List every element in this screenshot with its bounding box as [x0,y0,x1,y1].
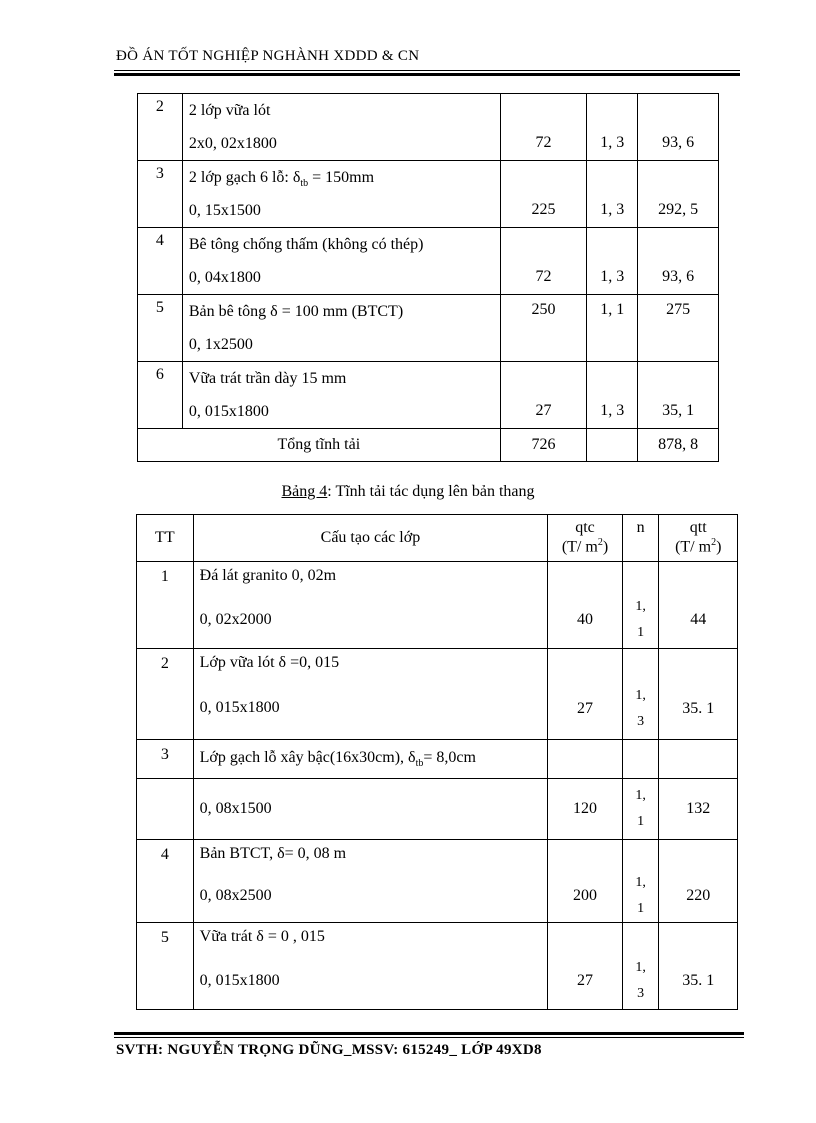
layer-description: 2 lớp vữa lót 2x0, 02x1800 [182,94,500,161]
table-total-row [138,429,719,462]
n-value: 1, 3 [622,923,659,1010]
n-value: 1, 3 [587,161,638,228]
qtt-value: 35. 1 [659,649,738,740]
qtt-empty [659,740,738,779]
header-qtc: qtc (T/ $m^2$) [548,515,623,562]
header-desc: Cấu tạo các lớp [193,515,548,562]
page-footer: SVTH: NGUYỄN TRỌNG DŨNG_MSSV: 615249_ LỚP 49XD8 [116,1042,542,1058]
table-caption: Bảng 4: Tĩnh tải tác dụng lên bản thang [281,483,535,500]
qtt-value: 132 [659,779,738,840]
total-label: Tổng tĩnh tải [138,429,501,462]
n-value: 1, 1 [622,562,659,649]
header-rule-thick [114,73,740,76]
row-number: 2 [137,649,194,740]
table-row [137,840,738,923]
table-row [137,649,738,740]
n-value: 1, 3 [587,362,638,429]
row-number-empty [137,779,194,840]
row-number: 3 [138,161,183,228]
total-qtt: 878, 8 [638,429,719,462]
n-value: 1, 3 [587,94,638,161]
qtc-value: 27 [548,923,623,1010]
layer-description: Vữa trát trần dày 15 mm 0, 015x1800 [182,362,500,429]
row-number: 4 [137,840,194,923]
layer-description: Lớp vữa lót δ =0, 015 0, 015x1800 [193,649,548,740]
footer-rule-thick [114,1032,744,1035]
table-row [138,228,719,295]
table-row [138,94,719,161]
row-number: 2 [138,94,183,161]
qtt-value: 292, 5 [638,161,719,228]
row-number: 4 [138,228,183,295]
qtc-value: 40 [548,562,623,649]
row-number: 5 [137,923,194,1010]
qtc-value: 225 [500,161,587,228]
row-number: 6 [138,362,183,429]
qtc-value: 27 [548,649,623,740]
layer-description: Vữa trát δ = 0 , 015 0, 015x1800 [193,923,548,1010]
qtt-value: 35, 1 [638,362,719,429]
total-n [587,429,638,462]
table-row [137,740,738,779]
layer-description: 2 lớp gạch 6 lỗ: $\delta_{tb} = 150mm$ 0, 15x1500 [182,161,500,228]
layer-description: Bản BTCT, δ= 0, 08 m 0, 08x2500 [193,840,548,923]
n-value: 1, 1 [622,840,659,923]
qtt-value: 220 [659,840,738,923]
table-row [138,161,719,228]
header-qtt: qtt (T/ $m^2$) [659,515,738,562]
total-qtc: 726 [500,429,587,462]
table-row [137,562,738,649]
header-rule-thin [114,70,740,71]
layer-description: Bản bê tông δ = 100 mm (BTCT) 0, 1x2500 [182,295,500,362]
page-header: ĐỒ ÁN TỐT NGHIỆP NGHÀNH XDDD & CN [116,48,420,64]
qtc-value: 72 [500,228,587,295]
table-row [137,779,738,840]
qtc-value: 120 [548,779,623,840]
table-row [138,362,719,429]
qtc-value: 200 [548,840,623,923]
dead-load-table-continued [137,93,719,462]
layer-description: Bê tông chống thấm (không có thép) 0, 04x1800 [182,228,500,295]
qtt-value: 93, 6 [638,228,719,295]
table-header-row [137,515,738,562]
qtc-value: 27 [500,362,587,429]
layer-description: Đá lát granito 0, 02m 0, 02x2000 [193,562,548,649]
qtt-value: 35. 1 [659,923,738,1010]
qtc-value: 72 [500,94,587,161]
header-tt: TT [137,515,194,562]
n-value: 1, 3 [587,228,638,295]
n-value: 1, 1 [622,779,659,840]
table-row [138,295,719,362]
table-row [137,923,738,1010]
layer-description: Lớp gạch lỗ xây bậc(16x30cm), $\delta_{tb}= 8,0cm$ [193,740,548,779]
row-number: 1 [137,562,194,649]
n-value: 1, 1 [587,295,638,362]
footer-rule-thin [114,1037,744,1038]
row-number: 5 [138,295,183,362]
qtc-value: 250 [500,295,587,362]
layer-description: 0, 08x1500 [193,779,548,840]
stair-slab-dead-load-table [136,514,738,1010]
header-n: n [622,515,659,562]
n-value: 1, 3 [622,649,659,740]
qtc-empty [548,740,623,779]
qtt-value: 275 [638,295,719,362]
qtt-value: 44 [659,562,738,649]
row-number: 3 [137,740,194,779]
qtt-value: 93, 6 [638,94,719,161]
n-empty [622,740,659,779]
